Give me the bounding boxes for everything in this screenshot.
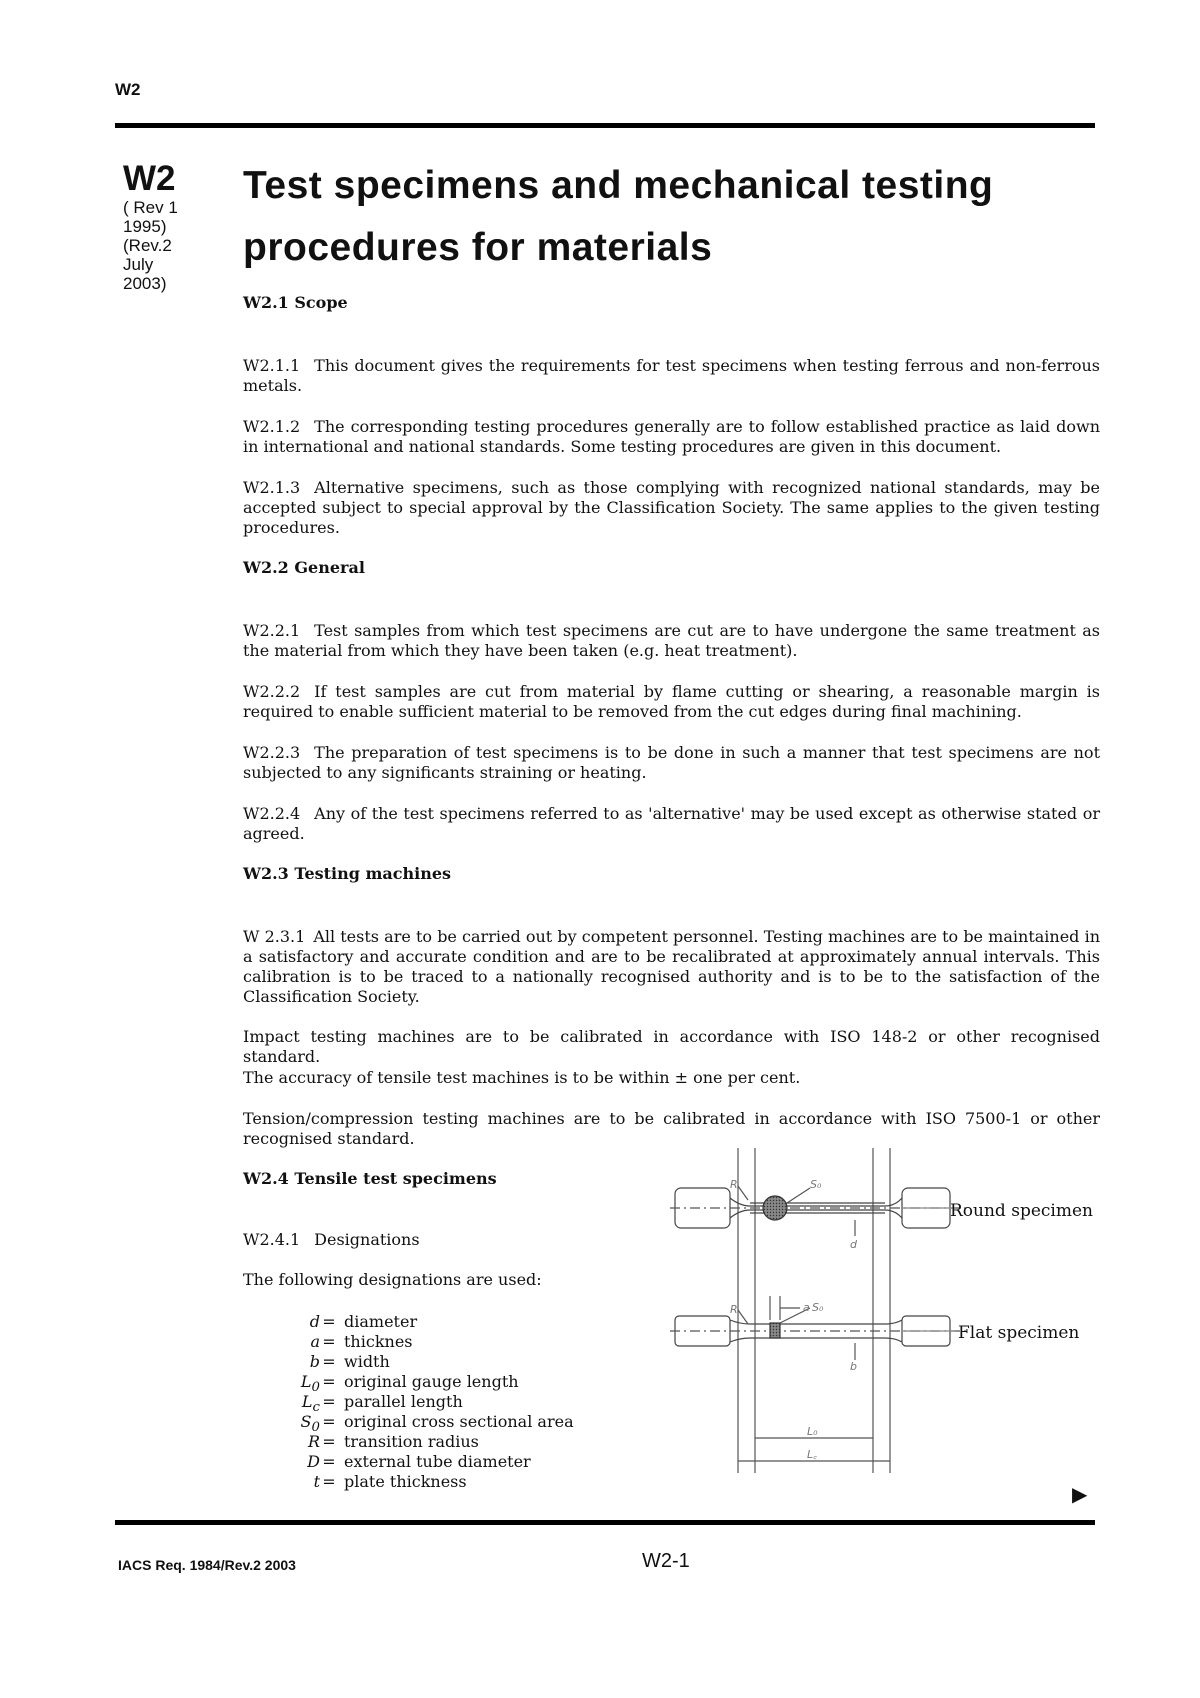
thickness-label: a [803,1301,810,1314]
parallel-length-label: L꜀ [807,1448,817,1461]
round-specimen-drawing [670,1186,970,1236]
designation-symbol: a [310,1332,320,1351]
sidebar-code: W2 [123,159,176,198]
paragraph-number: W 2.3.1 [243,927,306,946]
designation-text: width [344,1352,390,1371]
designation-row [280,1372,574,1396]
footer-reference: IACS Req. 1984/Rev.2 2003 [118,1557,296,1573]
designation-symbol: t [313,1472,320,1491]
equals-sign: = [322,1352,336,1371]
top-rule [115,123,1095,128]
diameter-label: d [850,1238,857,1251]
equals-sign: = [322,1432,336,1451]
designation-text: original gauge length [344,1372,519,1391]
designation-symbol-sub: $L_c$ [301,1392,320,1416]
designation-text: original cross sectional area [344,1412,574,1431]
paragraph-w2-2-4 [243,804,1100,844]
revision-line: ( Rev 1 [123,198,178,217]
paragraph-impact-calibration: Impact testing machines are to be calibrated in accordance with ISO 148-2 or other recognised standard. [243,1027,1100,1066]
equals-sign: = [322,1372,336,1391]
bottom-rule [115,1520,1095,1525]
designation-row [280,1472,574,1492]
paragraph-number: W2.4.1 [243,1230,301,1249]
equals-sign: = [322,1332,336,1351]
paragraph-text: If test samples are cut from material by flame cutting or shearing, a reasonable margin is required to enable sufficient material to be removed from the cut edges during final machining. [243,682,1100,721]
paragraph-text: Alternative specimens, such as those complying with recognized national standards, may be accepted subject to special approval by the Classification Society. The same applies to the given testing procedures. [243,478,1100,537]
round-specimen-label: Round specimen [950,1201,1093,1221]
paragraph-number: W2.1.1 [243,356,301,375]
designation-row [280,1412,574,1436]
radius-label-round: R [730,1178,738,1191]
paragraph-text: All tests are to be carried out by competent personnel. Testing machines are to be maintained in a satisfactory and accurate condition and are to be recalibrated at approximately annual intervals. This calibration is to be traced to a nationally recognised authority and is to be to the satisfaction of the Classification Society. [243,927,1100,1006]
next-page-arrow-icon[interactable]: ▶ [1072,1484,1088,1506]
designation-row [280,1452,574,1472]
revision-line: (Rev.2 [123,236,172,255]
paragraph-text: Any of the test specimens referred to as 'alternative' may be used except as otherwise stated or agreed. [243,804,1100,843]
page-number: W2-1 [642,1550,690,1572]
section-heading-scope: W2.1 Scope [243,293,348,312]
area-label-flat: S₀ [812,1301,824,1314]
paragraph-number: W2.1.2 [243,417,301,436]
designation-text: transition radius [344,1432,479,1451]
paragraph-w2-3-1 [243,927,1100,1007]
designation-row [280,1352,574,1372]
designation-row [280,1312,574,1332]
section-heading-tensile-specimens: W2.4 Tensile test specimens [243,1169,497,1188]
specimen-figure [670,1148,1100,1483]
designation-text: external tube diameter [344,1452,531,1471]
designation-row [280,1432,574,1452]
equals-sign: = [322,1472,336,1491]
paragraph-w2-2-1 [243,621,1100,661]
area-label-round: S₀ [810,1178,822,1191]
paragraph-text: Test samples from which test specimens are cut are to have undergone the same treatment as the material from which they have been taken (e.g. heat treatment). [243,621,1100,660]
designation-symbol: R [307,1432,320,1451]
section-heading-testing-machines: W2.3 Testing machines [243,864,452,883]
designation-row [280,1332,574,1352]
radius-label-flat: R [730,1303,738,1316]
designation-text: plate thickness [344,1472,467,1491]
designation-row [280,1392,574,1416]
paragraph-tension-compression: Tension/compression testing machines are to be calibrated in accordance with ISO 7500-1 or other recognised standard. [243,1109,1100,1148]
paragraph-w2-2-3 [243,743,1100,783]
designations-intro: The following designations are used: [243,1270,542,1289]
flat-specimen-label: Flat specimen [958,1323,1080,1343]
paragraph-number: W2.2.2 [243,682,301,701]
revision-line: 2003) [123,274,167,293]
section-heading-general: W2.2 General [243,558,365,577]
equals-sign: = [322,1392,336,1411]
designations-list [280,1312,574,1492]
designation-symbol-sub: $L_0$ [300,1372,320,1396]
sidebar-revisions [123,198,178,293]
designation-text: parallel length [344,1392,463,1411]
equals-sign: = [322,1452,336,1471]
paragraph-w2-1-1 [243,356,1100,396]
paragraph-number: W2.2.4 [243,804,301,823]
designation-symbol-sub: $S_0$ [300,1412,320,1436]
designation-symbol: d [309,1312,320,1331]
revision-line: July [123,255,154,274]
paragraph-w2-4-1 [243,1230,643,1250]
paragraph-number: W2.1.3 [243,478,301,497]
paragraph-w2-2-2 [243,682,1100,722]
paragraph-tensile-accuracy: The accuracy of tensile test machines is to be within ± one per cent. [243,1068,801,1087]
paragraph-text: Designations [314,1230,420,1249]
paragraph-text: The preparation of test specimens is to be done in such a manner that test specimens are not subjected to any significants straining or heating. [243,743,1100,782]
revision-line: 1995) [123,217,167,236]
paragraph-text: This document gives the requirements for test specimens when testing ferrous and non-ferrous metals. [243,356,1100,395]
width-label: b [850,1360,857,1373]
paragraph-w2-1-3 [243,478,1100,538]
paragraph-text: The corresponding testing procedures generally are to follow established practice as laid down in international and national standards. Some testing procedures are given in this document. [243,417,1100,456]
equals-sign: = [322,1412,336,1431]
designation-symbol: D [307,1452,320,1471]
equals-sign: = [322,1312,336,1331]
page-title [243,155,1103,279]
paragraph-number: W2.2.3 [243,743,301,762]
title-line-2: procedures for materials [243,226,713,269]
paragraph-number: W2.2.1 [243,621,301,640]
gauge-length-label: L₀ [807,1425,818,1438]
page-header-code: W2 [115,80,141,99]
designation-text: diameter [344,1312,418,1331]
paragraph-w2-1-2 [243,417,1100,457]
designation-text: thicknes [344,1332,413,1351]
title-line-1: Test specimens and mechanical testing [243,164,994,207]
designation-symbol: b [309,1352,320,1371]
